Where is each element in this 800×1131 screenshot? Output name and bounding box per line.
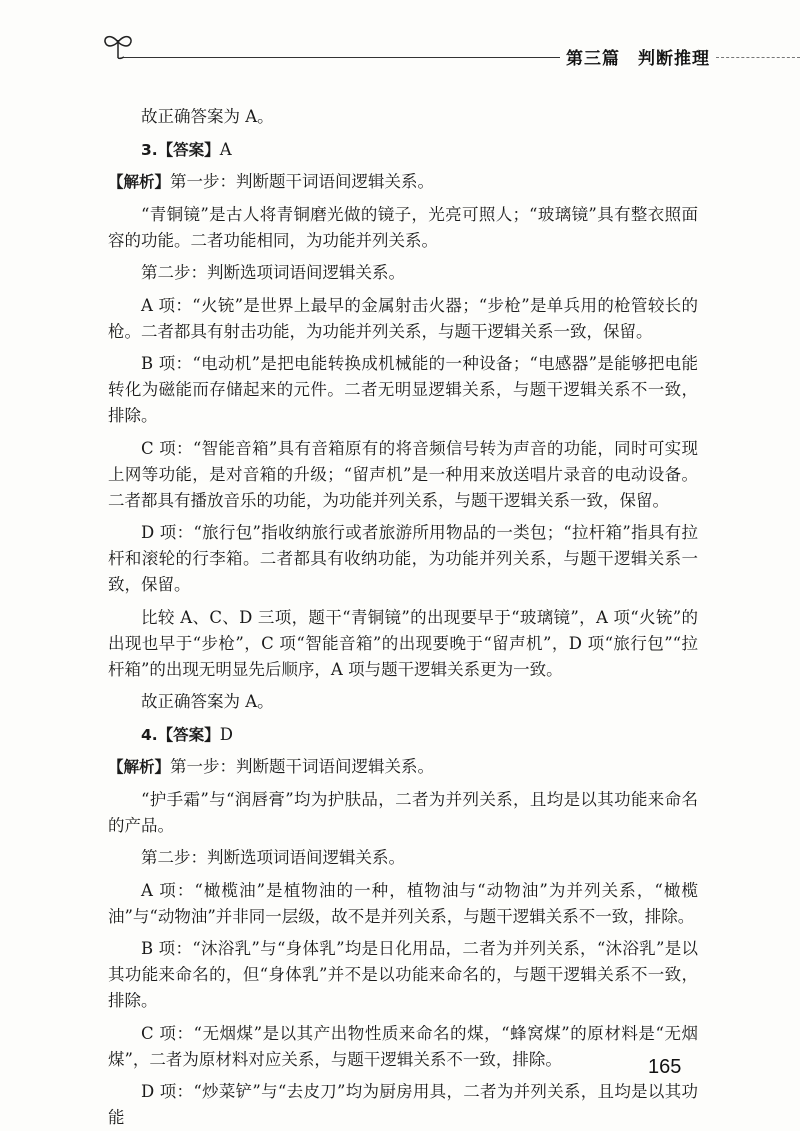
- paragraph: [108, 605, 698, 683]
- section-title: 第三篇 判断推理: [566, 49, 710, 69]
- paragraph-text: B 项：“电动机”是把电能转换成机械能的一种设备；“电感器”是能够把电能转化为磁能而存储起来的元件。二者无明显逻辑关系，与题干逻辑关系不一致，排除。: [108, 354, 698, 425]
- paragraph-text: A 项：“火铳”是世界上最早的金属射击火器；“步枪”是单兵用的枪管较长的枪。二者都具有射击功能，为功能并列关系，与题干逻辑关系一致，保留。: [108, 295, 698, 341]
- paragraph: [108, 436, 698, 514]
- paragraph-text: B 项：“沐浴乳”与“身体乳”均是日化用品，二者为并列关系，“沐浴乳”是以其功能来命名的，但“身体乳”并不是以功能来命名的，与题干逻辑关系不一致，排除。: [108, 939, 698, 1010]
- paragraph-label: 【解析】: [108, 173, 171, 191]
- paragraph: [108, 202, 698, 254]
- paragraph-text: D: [219, 724, 233, 744]
- paragraph-text: 故正确答案为 A。: [141, 107, 274, 126]
- paragraph-text: A 项：“橄榄油”是植物油的一种，植物油与“动物油”为并列关系，“橄榄油”与“动物油”并非同一层级，故不是并列关系，与题干逻辑关系不一致，排除。: [108, 880, 698, 926]
- sprout-icon: [100, 30, 136, 60]
- paragraph-text: C 项：“无烟煤”是以其产出物性质来命名的煤，“蜂窝煤”的原材料是“无烟煤”，二者为原材料对应关系，与题干逻辑关系不一致，排除。: [108, 1023, 698, 1069]
- paragraph-text: D 项：“炒菜铲”与“去皮刀”均为厨房用具，二者为并列关系，且均是以其功能: [108, 1082, 698, 1127]
- paragraph: [108, 845, 698, 871]
- paragraph-text: “青铜镜”是古人将青铜磨光做的镜子，光亮可照人；“玻璃镜”具有整衣照面容的功能。二者功能相同，为功能并列关系。: [108, 204, 698, 250]
- paragraph: [108, 936, 698, 1014]
- paragraph-text: C 项：“智能音箱”具有音箱原有的将音频信号转为声音的功能，同时可实现上网等功能，是对音箱的升级；“留声机”是一种用来放送唱片录音的电动设备。二者都具有播放音乐的功能，为功能并列关系，与题干逻辑关系一致，保留。: [108, 438, 698, 510]
- paragraph: [108, 104, 698, 130]
- paragraph-text: 第一步：判断题干词语间逻辑关系。: [170, 757, 435, 776]
- paragraph-label: 4.【答案】: [141, 725, 220, 744]
- header-rule-right: [716, 57, 800, 58]
- paragraph: [108, 878, 698, 930]
- paragraph: [108, 293, 698, 345]
- answer-explanation-body: [108, 104, 698, 1131]
- paragraph: [108, 1021, 698, 1073]
- paragraph: [108, 754, 698, 780]
- paragraph-text: 故正确答案为 A。: [141, 692, 274, 711]
- paragraph-text: 比较 A、C、D 三项，题干“青铜镜”的出现要早于“玻璃镜”，A 项“火铳”的出现也早于“步枪”，C 项“智能音箱”的出现要晚于“留声机”，D 项“旅行包”“拉杆箱”的出现无明显先后顺序，A 项与题干逻辑关系更为一致。: [108, 607, 698, 679]
- paragraph-text: 第一步：判断题干词语间逻辑关系。: [170, 172, 435, 191]
- paragraph-text: 第二步：判断选项词语间逻辑关系。: [141, 848, 405, 867]
- paragraph: [108, 351, 698, 429]
- page-header: [0, 0, 800, 80]
- paragraph-label: 3.【答案】: [141, 140, 220, 159]
- paragraph-text: D 项：“旅行包”指收纳旅行或者旅游所用物品的一类包；“拉杆箱”指具有拉杆和滚轮的行李箱。二者都具有收纳功能，为功能并列关系，与题干逻辑关系一致，保留。: [108, 523, 698, 594]
- paragraph: [108, 520, 698, 598]
- header-rule-left: [124, 57, 560, 58]
- paragraph: [108, 722, 698, 748]
- paragraph: [108, 689, 698, 715]
- paragraph-text: A: [219, 139, 232, 159]
- paragraph: [108, 260, 698, 286]
- paragraph-text: “护手霜”与“润唇膏”均为护肤品，二者为并列关系，且均是以其功能来命名的产品。: [108, 789, 698, 835]
- paragraph: [108, 169, 698, 195]
- paragraph: [108, 787, 698, 839]
- paragraph-label: 【解析】: [108, 758, 171, 776]
- paragraph: [108, 137, 698, 163]
- paragraph-text: 第二步：判断选项词语间逻辑关系。: [141, 263, 405, 282]
- page-number: 165: [648, 1056, 682, 1078]
- paragraph: [108, 1079, 698, 1131]
